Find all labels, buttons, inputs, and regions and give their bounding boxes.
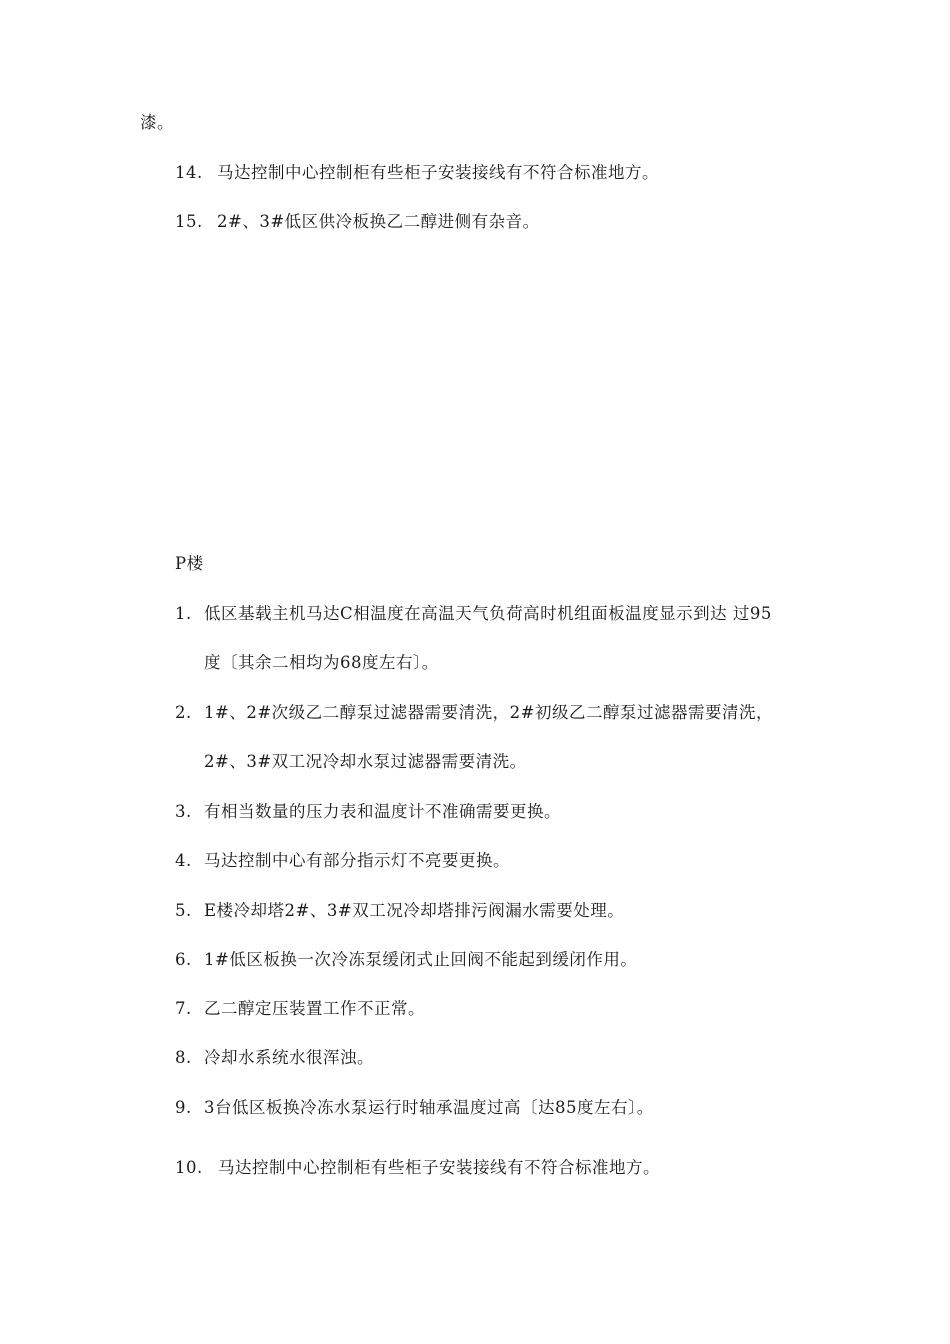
- list-item: [175, 949, 637, 971]
- list-item: [175, 211, 540, 233]
- item-text: 马达控制中心控制柜有些柜子安装接线有不符合标准地方。: [218, 1158, 660, 1177]
- item-text: 乙二醇定压装置工作不正常。: [204, 999, 425, 1018]
- item-text: 低区基载主机马达C相温度在高温天气负荷高时机组面板温度显示到达 过95: [204, 604, 772, 623]
- item-text: 1#、2#次级乙二醇泵过滤器需要清洗，2#初级乙二醇泵过滤器需要清洗，: [204, 703, 773, 722]
- list-item: [175, 1097, 654, 1119]
- item-text: 2#、3#低区供冷板换乙二醇进侧有杂音。: [217, 212, 540, 231]
- item-number: 10.: [175, 1158, 203, 1177]
- item-number: 2.: [175, 703, 192, 722]
- section-heading: P楼: [175, 554, 204, 573]
- list-item: [175, 1047, 374, 1069]
- list-item: [175, 702, 773, 724]
- item-number: 3.: [175, 802, 192, 821]
- item-number: 7.: [175, 999, 192, 1018]
- item-text: 1#低区板换一次冷冻泵缓闭式止回阀不能起到缓闭作用。: [204, 950, 638, 969]
- list-item: [175, 801, 561, 823]
- item-text-continuation: 2#、3#双工况冷却水泵过滤器需要清洗。: [204, 752, 527, 771]
- item-number: 6.: [175, 950, 192, 969]
- item-text: 马达控制中心有部分指示灯不亮要更换。: [204, 851, 510, 870]
- item-number: 1.: [175, 604, 192, 623]
- item-text: 3台低区板换冷冻水泵运行时轴承温度过高〔达85度左右〕。: [204, 1098, 654, 1117]
- item-number: 15.: [175, 212, 203, 231]
- item-text: 冷却水系统水很浑浊。: [204, 1048, 374, 1067]
- list-item: [175, 850, 510, 872]
- item-number: 9.: [175, 1098, 192, 1117]
- item-number: 5.: [175, 901, 192, 920]
- list-item: [175, 162, 659, 184]
- item-text: E楼冷却塔2#、3#双工况冷却塔排污阀漏水需要处理。: [204, 901, 625, 920]
- item-text: 马达控制中心控制柜有些柜子安装接线有不符合标准地方。: [217, 163, 659, 182]
- item-text: 有相当数量的压力表和温度计不准确需要更换。: [204, 802, 561, 821]
- item-text-continuation: 度〔其余二相均为68度左右〕。: [204, 653, 439, 672]
- list-item: [175, 900, 624, 922]
- item-number: 4.: [175, 851, 192, 870]
- list-item: [175, 998, 425, 1020]
- list-item: [175, 603, 772, 625]
- continuation-text: 漆。: [140, 113, 174, 132]
- item-number: 8.: [175, 1048, 192, 1067]
- list-item: [175, 1157, 660, 1179]
- item-number: 14.: [175, 163, 203, 182]
